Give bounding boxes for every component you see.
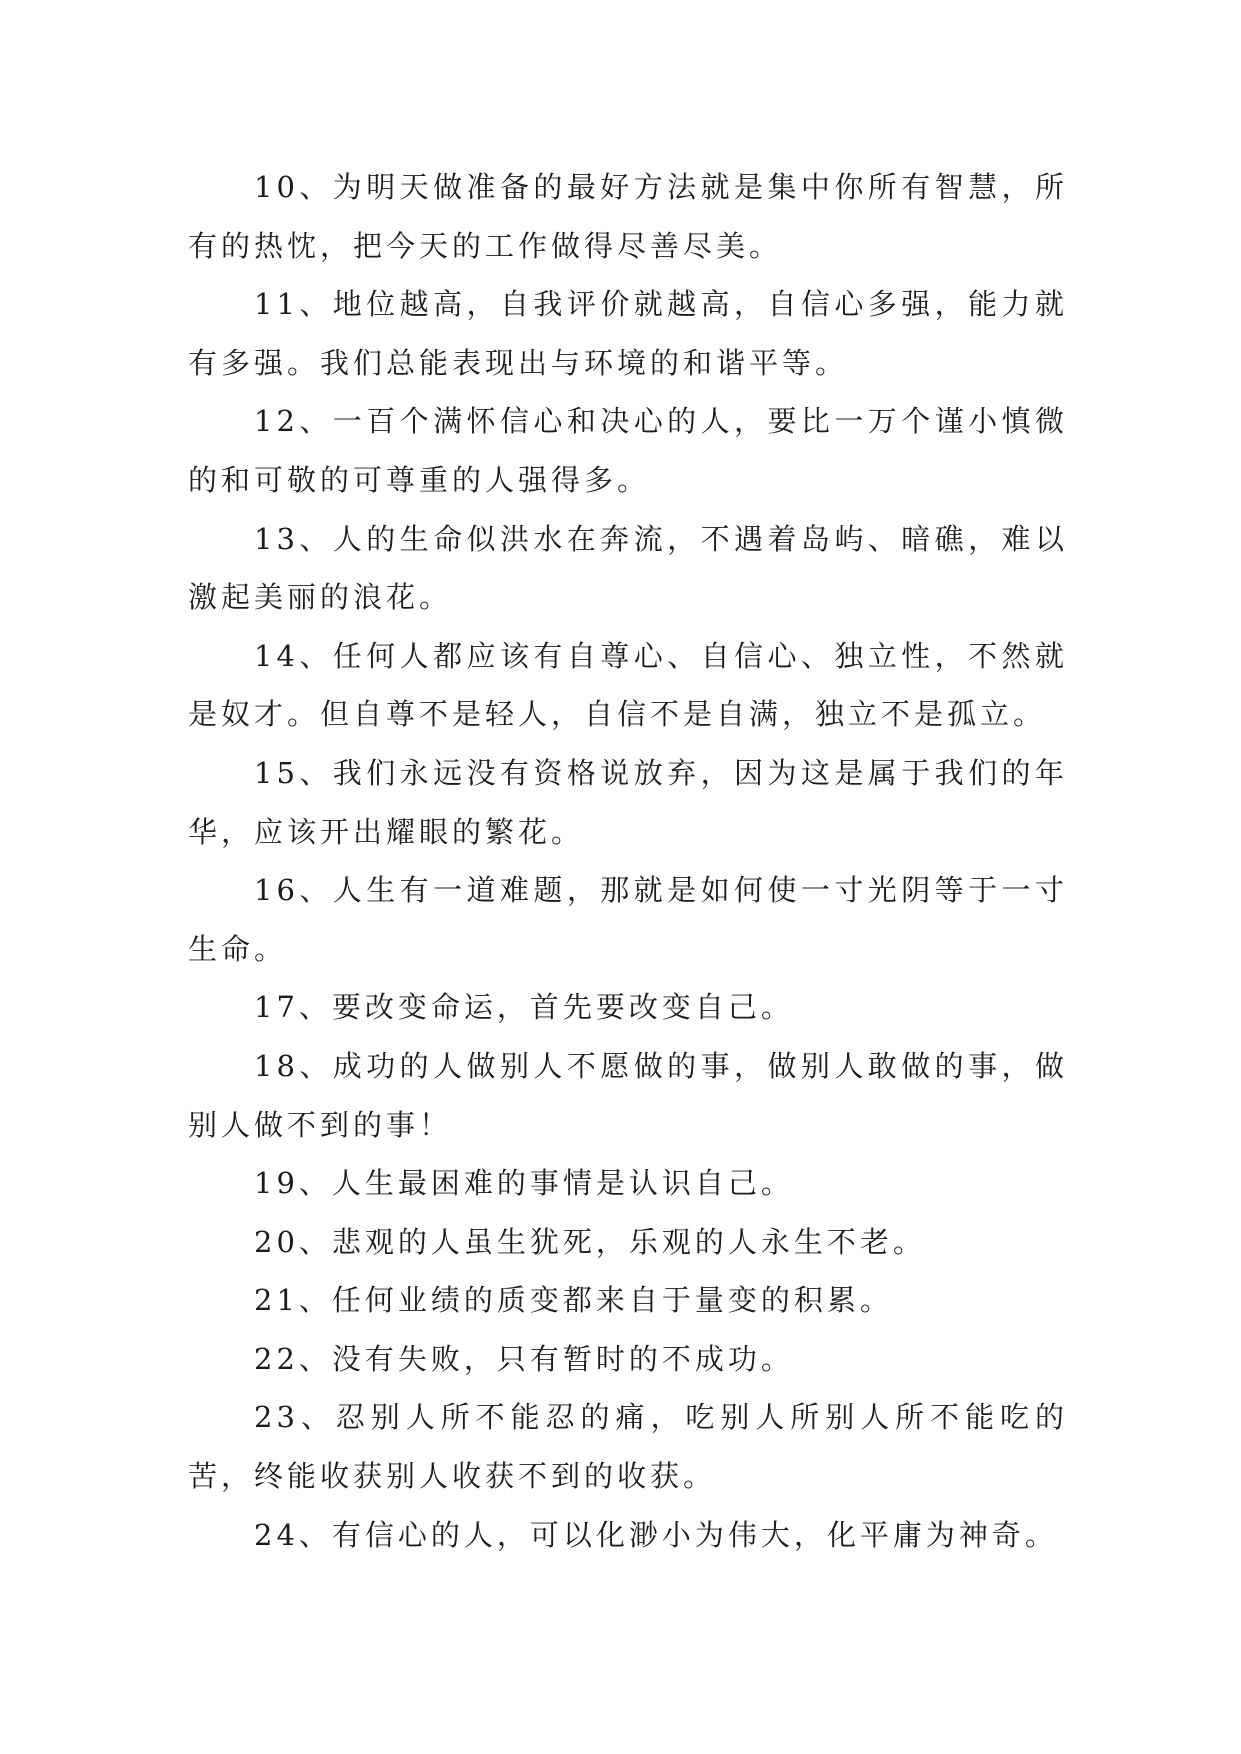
paragraph-24: 24、有信心的人，可以化渺小为伟大，化平庸为神奇。	[254, 1517, 1058, 1552]
paragraph-17: 17、要改变命运，首先要改变自己。	[254, 990, 794, 1025]
paragraph-21: 21、任何业绩的质变都来自于量变的积累。	[254, 1283, 893, 1318]
paragraph-22: 22、没有失败，只有暂时的不成功。	[254, 1341, 794, 1376]
paragraph-12: 12、一百个满怀信心和决心的人，要比一万个谨小慎微的和可敬的可尊重的人强得多。	[188, 404, 1068, 497]
paragraph-10: 10、为明天做准备的最好方法就是集中你所有智慧，所有的热忱，把今天的工作做得尽善尽美。	[188, 170, 1068, 263]
paragraph-23: 23、忍别人所不能忍的痛，吃别人所别人所不能吃的苦，终能收获别人收获不到的收获。	[188, 1400, 1068, 1494]
paragraph-11: 11、地位越高，自我评价就越高，自信心多强，能力就有多强。我们总能表现出与环境的和谐平等。	[188, 287, 1068, 380]
paragraph-13: 13、人的生命似洪水在奔流，不遇着岛屿、暗礁，难以激起美丽的浪花。	[188, 521, 1068, 615]
document-body	[188, 158, 1068, 1564]
paragraph-20: 20、悲观的人虽生犹死，乐观的人永生不老。	[254, 1224, 926, 1259]
paragraph-15: 15、我们永远没有资格说放弃，因为这是属于我们的年华，应该开出耀眼的繁花。	[188, 755, 1068, 849]
paragraph-16: 16、人生有一道难题，那就是如何使一寸光阴等于一寸生命。	[188, 873, 1068, 966]
paragraph-14: 14、任何人都应该有自尊心、自信心、独立性，不然就是奴才。但自尊不是轻人，自信不是自满，独立不是孤立。	[188, 638, 1068, 732]
paragraph-19: 19、人生最困难的事情是认识自己。	[254, 1166, 794, 1201]
paragraph-18: 18、成功的人做别人不愿做的事，做别人敢做的事，做别人做不到的事！	[188, 1048, 1068, 1142]
